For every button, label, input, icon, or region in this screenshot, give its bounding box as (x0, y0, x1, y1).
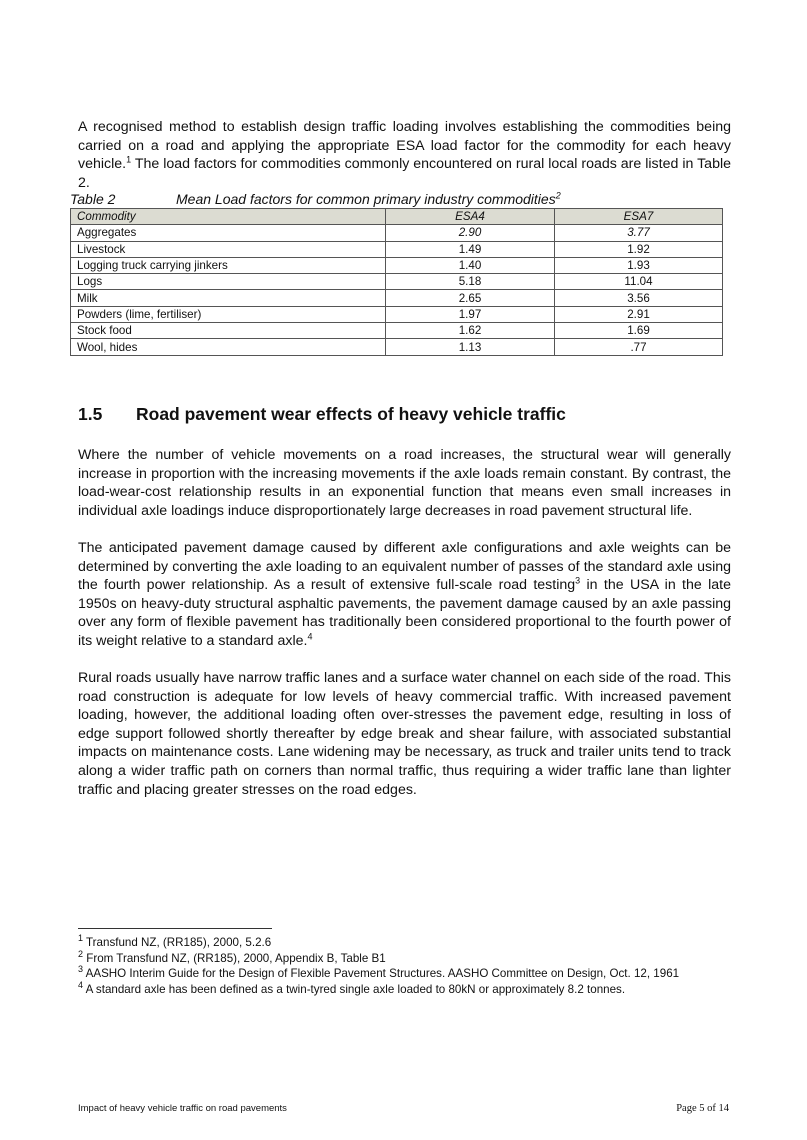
cell-esa4: 1.62 (386, 323, 555, 339)
cell-esa7: 1.93 (555, 257, 723, 273)
table-row (71, 225, 723, 241)
footnote-2: $^2$ From Transfund NZ, (RR185), 2000, Appendix B, Table B1 (78, 948, 386, 965)
section-title: Road pavement wear effects of heavy vehicle traffic (136, 404, 566, 424)
cell-esa4: 1.49 (386, 241, 555, 257)
cell-esa7: 11.04 (555, 274, 723, 290)
cell-esa7: 3.77 (555, 225, 723, 241)
paragraph-pavement-damage: The anticipated pavement damage caused by different axle configurations and axle weights can be determined by converting the axle loading to an equivalent number of passes of the standard axle using the fourth power relationship. As a result of extensive full-scale road testing$^3$ in the USA in the late 1950s on heavy-duty structural asphaltic pavements, the pavement damage caused by an axle passing over any form of flexible pavement has traditionally been considered proportional to the fourth power of its weight relative to a standard axle.$^4$ (78, 540, 731, 649)
intro-paragraph: A recognised method to establish design traffic loading involves establishing the commodities being carried on a road and applying the appropriate ESA load factor for the commodity for each heavy vehicle.$^1$ The load factors for commodities commonly encountered on rural local roads are listed in Table 2. (78, 119, 731, 191)
footnote-divider (78, 928, 272, 929)
table-row (71, 257, 723, 273)
cell-esa4: 1.40 (386, 257, 555, 273)
section-heading (78, 404, 566, 425)
cell-commodity: Aggregates (71, 225, 386, 241)
footer-document-title: Impact of heavy vehicle traffic on road pavements (78, 1103, 287, 1114)
table-header-row (71, 209, 723, 225)
cell-esa4: 1.97 (386, 306, 555, 322)
cell-commodity: Wool, hides (71, 339, 386, 355)
cell-commodity: Livestock (71, 241, 386, 257)
cell-commodity: Milk (71, 290, 386, 306)
cell-esa7: 1.92 (555, 241, 723, 257)
table-caption (70, 191, 561, 207)
cell-esa4: 2.65 (386, 290, 555, 306)
footnote-ref-1[interactable]: 1 (126, 154, 132, 165)
footnote-3: $^3$ AASHO Interim Guide for the Design of Flexible Pavement Structures. AASHO Committee on Design, Oct. 12, 1961 (78, 964, 680, 980)
table-caption-text: Mean Load factors for common primary industry commodities (176, 191, 556, 207)
footnote-1: $^1$ Transfund NZ, (RR185), 2000, 5.2.6 (78, 933, 272, 949)
header-commodity: Commodity (71, 209, 386, 225)
cell-esa4: 1.13 (386, 339, 555, 355)
table-row (71, 339, 723, 355)
load-factor-table (70, 208, 723, 356)
paragraph-rural-roads: Rural roads usually have narrow traffic lanes and a surface water channel on each side of the road. This road construction is adequate for low levels of heavy commercial traffic. With increased pavement loading, however, the additional loading often over-stresses the pavement edge, resulting in loss of edge support followed shortly thereafter by edge break and shear failure, with associated substantial impacts on maintenance costs. Lane widening may be necessary, as truck and trailer units tend to track along a wider traffic path on corners than normal traffic, thus requiring a wider traffic lane than lighter traffic and placing greater stresses on the road edges. (78, 670, 731, 798)
footnotes (78, 935, 679, 997)
footnote-ref-4[interactable]: 4 (307, 631, 313, 642)
footnote-ref-3[interactable]: 3 (575, 575, 581, 586)
cell-esa4: 5.18 (386, 274, 555, 290)
cell-esa7: 2.91 (555, 306, 723, 322)
section-number: 1.5 (78, 404, 103, 424)
table-row (71, 274, 723, 290)
cell-commodity: Logs (71, 274, 386, 290)
cell-commodity: Stock food (71, 323, 386, 339)
table-row (71, 323, 723, 339)
footnote-4: $^4$ A standard axle has been defined as a twin-tyred single axle loaded to 80kN or approximately 8.2 tonnes. (78, 979, 626, 996)
header-esa4: ESA4 (386, 209, 555, 225)
table-number: Table 2 (70, 191, 116, 207)
paragraph-vehicle-movements: Where the number of vehicle movements on a road increases, the structural wear will generally increase in proportion with the increasing movements if the axle loads remain constant. By contrast, the load-wear-cost relationship results in an exponential function that means even small increases in individual axle loadings induce disproportionately large decreases in road pavement structural life. (78, 447, 731, 519)
cell-esa7: .77 (555, 339, 723, 355)
footnote-ref-2[interactable]: 2 (555, 190, 561, 201)
cell-commodity: Logging truck carrying jinkers (71, 257, 386, 273)
footer-page-number: Page 5 of 14 (676, 1103, 729, 1114)
header-esa7: ESA7 (555, 209, 723, 225)
cell-esa4: 2.90 (386, 225, 555, 241)
table-row (71, 306, 723, 322)
cell-esa7: 1.69 (555, 323, 723, 339)
table-row (71, 241, 723, 257)
cell-esa7: 3.56 (555, 290, 723, 306)
table-row (71, 290, 723, 306)
cell-commodity: Powders (lime, fertiliser) (71, 306, 386, 322)
